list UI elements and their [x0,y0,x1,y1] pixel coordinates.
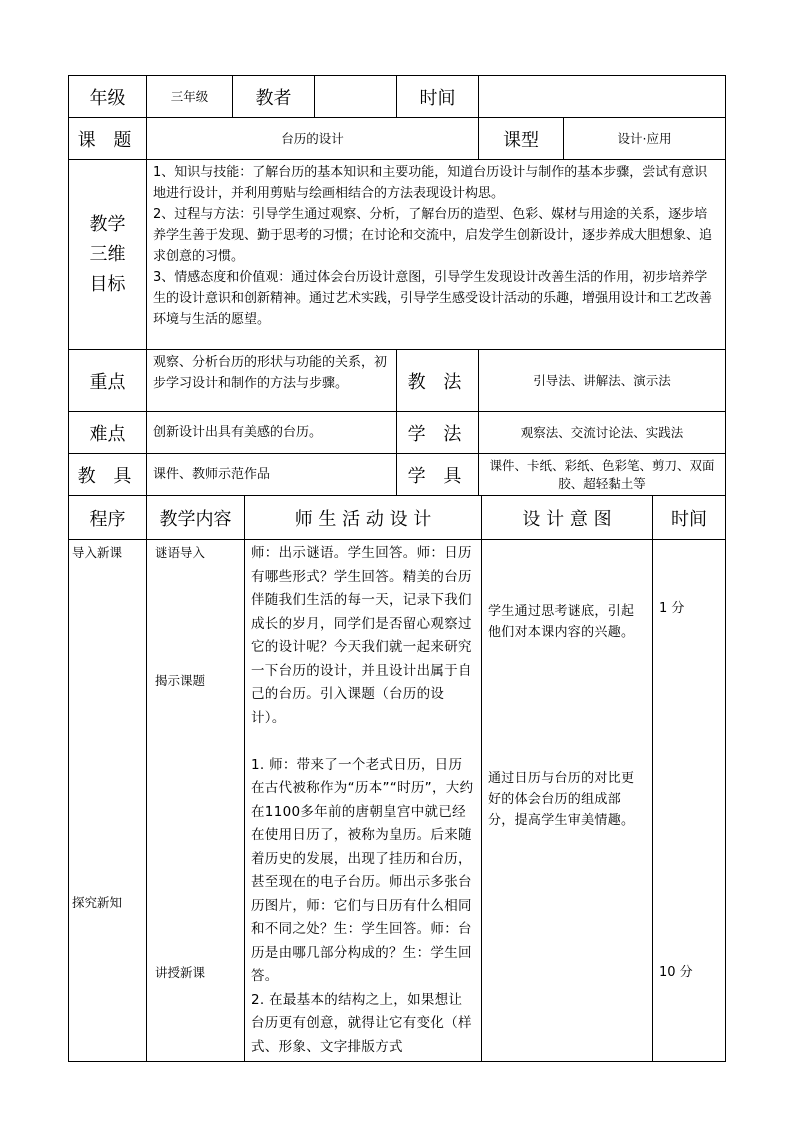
header-procedure: 程序 [69,496,147,540]
teach-method-value: 引导法、讲解法、演示法 [479,350,726,412]
intent-cell [482,540,653,1062]
teacher-value [315,76,397,118]
teach-tools-label: 教 具 [69,454,147,496]
grade-value: 三年级 [147,76,233,118]
content-cell [147,540,245,1062]
teach-tools-value: 课件、教师示范作品 [147,454,397,496]
intent-1: 学生通过思考谜底，引起他们对本课内容的兴趣。 [488,604,635,640]
content-riddle: 谜语导入 [155,545,206,560]
key-point-text: 观察、分析台历的形状与功能的关系，初步学习设计和制作的方法与步骤。 [147,350,397,412]
procedure-cell [69,540,147,1062]
learn-tools-label: 学 具 [397,454,479,496]
lesson-header-table [68,75,726,496]
difficulty-text: 创新设计出具有美感的台历。 [147,412,397,454]
intent-2: 通过日历与台历的对比更好的体会台历的组成部分，提高学生审美情趣。 [488,771,635,828]
time-1: 1 分 [659,601,685,616]
learn-method-label: 学 法 [397,412,479,454]
learn-method-value: 观察法、交流讨论法、实践法 [479,412,726,454]
topic-label: 课 题 [69,118,147,160]
goals-text: 1、知识与技能：了解台历的基本知识和主要功能，知道台历设计与制作的基本步骤，尝试有意识地进行设计，并利用剪贴与绘画相结合的方法表现设计构思。 2、过程与方法：引导学生通过观察、分析，了解台历的造型、色彩、媒材与用途的关系，逐步培养学生善于发现、勤于思考的习惯；在讨论和交流中，启发学生创新设计，逐步养成大胆想象、追求创意的习惯。 3、情感态度和价值观：通过体会台历设计意图，引导学生发现设计改善生活的作用，初步培养学生的设计意识和创新精神。通过艺术实践，引导学生感受设计活动的乐趣，增强用设计和工艺改善环境与生活的愿望。 [147,160,726,350]
procedure-explore: 探究新知 [72,895,123,910]
key-point-label: 重点 [69,350,147,412]
time-2: 10 分 [659,965,693,980]
time-value [479,76,726,118]
grade-label: 年级 [69,76,147,118]
header-activity: 师 生 活 动 设 计 [245,496,482,540]
header-intent: 设 计 意 图 [482,496,653,540]
teacher-label: 教者 [233,76,315,118]
time-label: 时间 [397,76,479,118]
topic-value: 台历的设计 [147,118,479,160]
procedure-intro: 导入新课 [72,545,123,560]
learn-tools-value: 课件、卡纸、彩纸、色彩笔、剪刀、双面胶、超轻黏土等 [479,454,726,496]
course-type-label: 课型 [479,118,564,160]
content-reveal: 揭示课题 [155,673,206,688]
header-content: 教学内容 [147,496,245,540]
goals-label: 教学 三维 目标 [69,160,147,350]
difficulty-label: 难点 [69,412,147,454]
teach-method-label: 教 法 [397,350,479,412]
teaching-process-table [68,495,726,1062]
course-type-value: 设计·应用 [564,118,726,160]
activity-text: 师：出示谜语。学生回答。师：日历有哪些形式？学生回答。精美的台历伴随我们生活的每一天，记录下我们成长的岁月，同学们是否留心观察过它的设计呢？今天我们就一起来研究一下台历的设计，并且设计出属于自己的台历。引入课题（台历的设计）。 1. 师：带来了一个老式日历，日历在古代被称作为“历本”“时历”，大约在1100多年前的唐朝皇宫中就已经在使用日历了，被称为皇历。后来随着历史的发展，出现了挂历和台历，甚至现在的电子台历。师出示多张台历图片，师：它们与日历有什么相同和不同之处？生：学生回答。师：台历是由哪几部分构成的？生：学生回答。 2. 在最基本的结构之上，如果想让台历更有创意，就得让它有变化（样式、形象、文字排版方式 [245,540,482,1062]
header-time: 时间 [653,496,726,540]
content-new: 讲授新课 [155,965,206,980]
time-cell [653,540,726,1062]
